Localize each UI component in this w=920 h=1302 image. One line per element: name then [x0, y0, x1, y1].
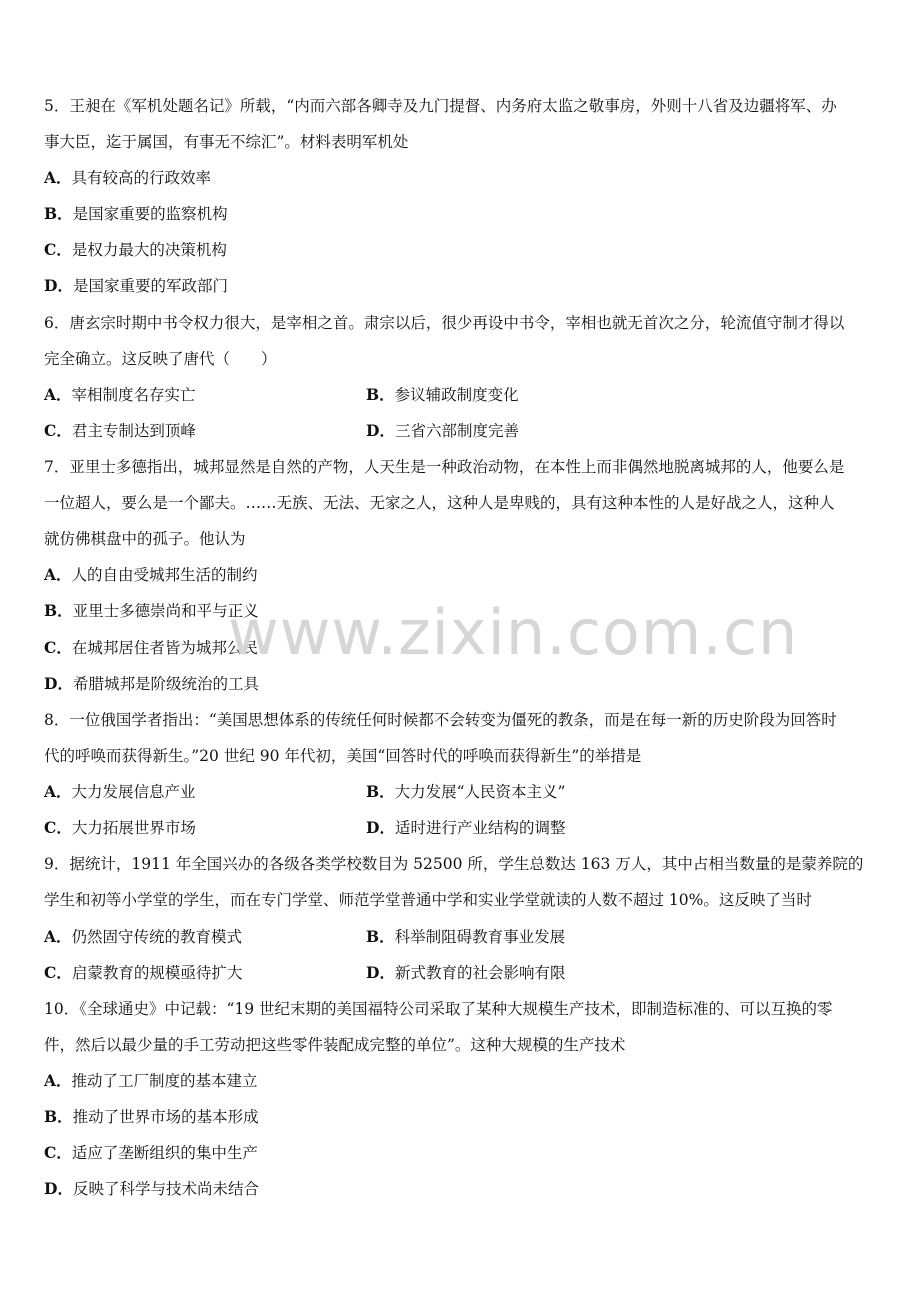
q9-option-a [44, 928, 242, 946]
q10-stem-line-1: 10．《全球通史》中记载：“19 世纪末期的美国福特公司采取了某种大规模生产技术，即制造标准的、可以互换的零 [44, 1000, 833, 1018]
q6-stem-line-1: 6．唐玄宗时期中书令权力很大，是宰相之首。肃宗以后，很少再设中书令，宰相也就无首次之分，轮流值守制才得以 [44, 314, 845, 332]
q8-options-row-1 [44, 781, 884, 803]
option-letter: D． [44, 674, 73, 693]
option-letter: B． [366, 782, 395, 801]
q8-stem-line-1: 8．一位俄国学者指出：“美国思想体系的传统任何时候都不会转变为僵死的教条，而是在每一新的历史阶段为回答时 [44, 711, 837, 729]
q6-option-b [366, 384, 519, 406]
option-letter: A． [44, 385, 72, 404]
q7-stem-line-2: 一位超人，要么是一个鄙夫。……无族、无法、无家之人，这种人是卑贱的，具有这种本性的人是好战之人，这种人 [44, 494, 835, 512]
option-letter: B． [366, 927, 395, 946]
q10-option-d [44, 1178, 884, 1200]
option-letter: A． [44, 782, 72, 801]
option-text: 三省六部制度完善 [394, 422, 519, 440]
q8-stem-line-2: 代的呼唤而获得新生。”20 世纪 90 年代初，美国“回答时代的呼唤而获得新生”的举措是 [44, 747, 642, 765]
q7-option-a [44, 564, 884, 586]
q5-stem-line-2: 事大臣，迄于属国，有事无不综汇”。材料表明军机处 [44, 133, 409, 151]
option-text: 推动了世界市场的基本形成 [72, 1108, 259, 1126]
option-text: 在城邦居住者皆为城邦公民 [71, 639, 258, 657]
q10-stem-line-2: 件，然后以最少量的手工劳动把这些零件装配成完整的单位”。这种大规模的生产技术 [44, 1036, 626, 1054]
option-text: 科举制阻碍教育事业发展 [394, 928, 566, 946]
option-text: 人的自由受城邦生活的制约 [71, 566, 258, 584]
q8-options-row-2 [44, 817, 884, 839]
watermark-text: www.zixin.com.cn [228, 596, 799, 669]
q10-option-c [44, 1142, 884, 1164]
option-text: 大力发展“人民资本主义” [394, 783, 566, 801]
option-text: 新式教育的社会影响有限 [394, 964, 566, 982]
option-text: 仍然固守传统的教育模式 [71, 928, 243, 946]
option-text: 反映了科学与技术尚未结合 [72, 1180, 259, 1198]
option-text: 具有较高的行政效率 [71, 169, 212, 187]
q9-stem-line-1: 9．据统计，1911 年全国兴办的各级各类学校数目为 52500 所，学生总数达 163 万人，其中占相当数量的是蒙养院的 [44, 855, 864, 873]
option-letter: A． [44, 927, 72, 946]
q9-option-b [366, 926, 565, 948]
q9-option-d [366, 962, 565, 984]
q5-option-b [44, 203, 884, 225]
option-letter: D． [366, 818, 395, 837]
option-letter: B． [44, 1107, 73, 1126]
option-letter: A． [44, 565, 72, 584]
q7-stem-line-3: 就仿佛棋盘中的孤子。他认为 [44, 530, 246, 548]
option-letter: C． [44, 1143, 72, 1162]
option-letter: D． [366, 421, 395, 440]
q8-option-d [366, 817, 565, 839]
q6-option-c [44, 422, 196, 440]
option-text: 君主专制达到顶峰 [71, 422, 196, 440]
option-letter: A． [44, 1071, 72, 1090]
option-text: 宰相制度名存实亡 [71, 386, 196, 404]
option-text: 推动了工厂制度的基本建立 [71, 1072, 258, 1090]
q9-options-row-2 [44, 962, 884, 984]
option-letter: D． [366, 963, 395, 982]
q5-option-c [44, 239, 884, 261]
q9-options-row-1 [44, 926, 884, 948]
q6-options-row-2 [44, 420, 884, 442]
option-text: 是权力最大的决策机构 [71, 241, 227, 259]
q6-stem-line-2: 完全确立。这反映了唐代（ ） [44, 350, 277, 368]
q6-option-d [366, 420, 519, 442]
q5-option-a [44, 167, 884, 189]
option-letter: C． [44, 963, 72, 982]
q6-option-a [44, 386, 196, 404]
q6-options-row-1 [44, 384, 884, 406]
option-letter: B． [44, 601, 73, 620]
option-text: 启蒙教育的规模亟待扩大 [71, 964, 243, 982]
q9-option-c [44, 964, 242, 982]
option-letter: D． [44, 276, 73, 295]
option-letter: C． [44, 638, 72, 657]
q8-option-b [366, 781, 565, 803]
q10-option-b [44, 1106, 884, 1128]
option-text: 适应了垄断组织的集中生产 [71, 1144, 258, 1162]
option-text: 是国家重要的监察机构 [72, 205, 228, 223]
q7-option-d [44, 673, 884, 695]
option-letter: B． [366, 385, 395, 404]
option-text: 亚里士多德崇尚和平与正义 [72, 602, 259, 620]
option-text: 希腊城邦是阶级统治的工具 [72, 675, 259, 693]
option-letter: D． [44, 1179, 73, 1198]
option-text: 大力发展信息产业 [71, 783, 196, 801]
option-letter: C． [44, 421, 72, 440]
option-letter: A． [44, 168, 72, 187]
option-text: 适时进行产业结构的调整 [394, 819, 566, 837]
q5-stem-line-1: 5．王昶在《军机处题名记》所载，“内而六部各卿寺及九门提督、内务府太监之敬事房，外则十八省及边疆将军、办 [44, 97, 837, 115]
option-letter: B． [44, 204, 73, 223]
q9-stem-line-2: 学生和初等小学堂的学生，而在专门学堂、师范学堂普通中学和实业学堂就读的人数不超过 10%。这反映了当时 [44, 891, 812, 909]
option-text: 大力拓展世界市场 [71, 819, 196, 837]
option-letter: C． [44, 240, 72, 259]
q7-stem-line-1: 7．亚里士多德指出，城邦显然是自然的产物，人天生是一种政治动物，在本性上而非偶然地脱离城邦的人，他要么是 [44, 458, 845, 476]
option-text: 是国家重要的军政部门 [72, 277, 228, 295]
option-letter: C． [44, 818, 72, 837]
q8-option-c [44, 819, 196, 837]
q5-option-d [44, 275, 884, 297]
q8-option-a [44, 783, 196, 801]
q10-option-a [44, 1070, 884, 1092]
option-text: 参议辅政制度变化 [394, 386, 519, 404]
